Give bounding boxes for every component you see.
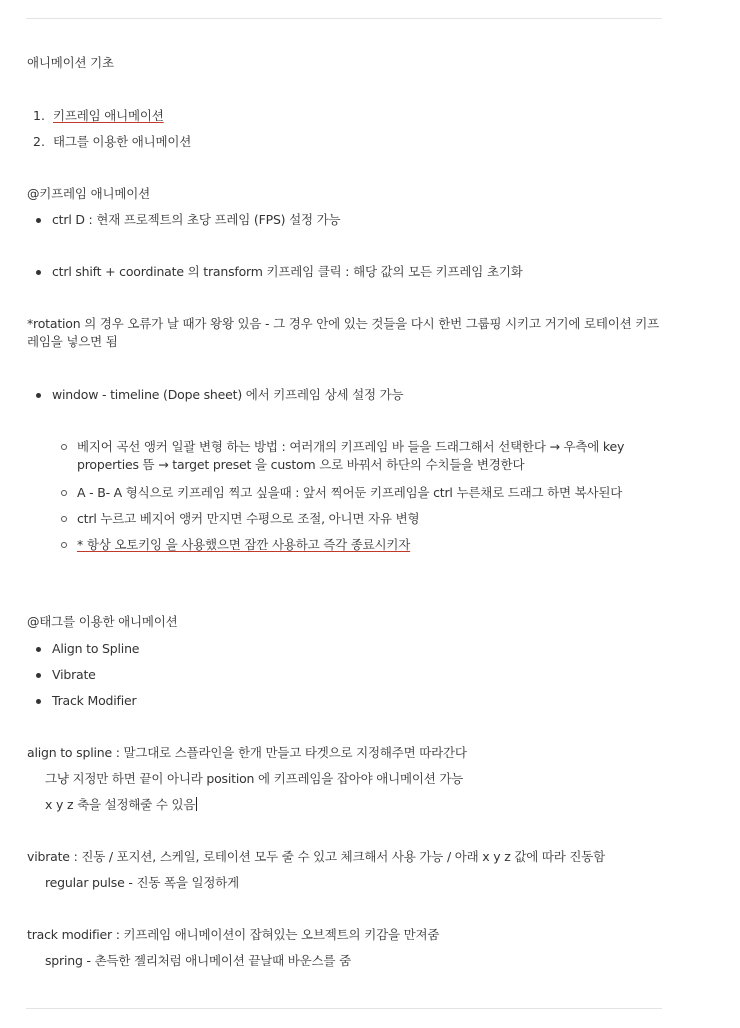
- bullet-dot: [36, 699, 41, 704]
- sub-bullet-autokey: * 항상 오토키잉 을 사용했으면 잠깐 사용하고 즉각 종료시키자: [77, 537, 411, 552]
- align-to-spline-sub: 그냥 지정만 하면 끝이 아니라 position 에 키프레임을 잡아야 애니메이션 가능: [45, 771, 464, 786]
- bullet-dot: [36, 218, 41, 223]
- tag-track-modifier: Track Modifier: [52, 693, 137, 708]
- section-heading-keyframe: @키프레임 애니메이션: [27, 186, 150, 201]
- tag-vibrate: Vibrate: [52, 667, 96, 682]
- sub-bullet-bezier: 베지어 곡선 앵커 일괄 변형 하는 방법 : 여러개의 키프레임 바 들을 드래그해서 선택한다 → 우측에 key properties 뜸 → target preset 을 custom 으로 바꿔서 하단의 수치들을 변경한다: [77, 439, 625, 472]
- sub-bullet-circle: [61, 516, 67, 522]
- section-heading-tag: @태그를 이용한 애니메이션: [27, 614, 178, 629]
- doc-title: 애니메이션 기초: [27, 55, 114, 70]
- sub-bullet-circle: [61, 542, 67, 548]
- bullet-ctrl-shift: ctrl shift + coordinate 의 transform 키프레임 클릭 : 해당 값의 모든 키프레임 초기화: [52, 264, 523, 279]
- toc-number: 2.: [33, 134, 45, 149]
- sub-bullet-circle: [61, 444, 67, 450]
- rotation-note: *rotation 의 경우 오류가 날 때가 왕왕 있음 - 그 경우 안에 있는 것들을 다시 한번 그룹핑 시키고 거기에 로테이션 키프레임을 넣으면 됨: [27, 316, 659, 349]
- bullet-dot: [36, 673, 41, 678]
- top-divider: [26, 18, 662, 19]
- vibrate-desc: vibrate : 진동 / 포지션, 스케일, 로테이션 모두 줄 수 있고 체크해서 사용 가능 / 아래 x y z 값에 따라 진동함: [27, 849, 606, 864]
- sub-bullet-aba: A - B- A 형식으로 키프레임 찍고 싶을때 : 앞서 찍어둔 키프레임을 ctrl 누른채로 드래그 하면 복사된다: [77, 485, 623, 500]
- bullet-dot: [36, 393, 41, 398]
- track-modifier-desc: track modifier : 키프레임 애니메이션이 잡혀있는 오브젝트의 키감을 만져줌: [27, 927, 440, 942]
- bullet-dot: [36, 647, 41, 652]
- sub-bullet-circle: [61, 490, 67, 496]
- align-to-spline-xyz[interactable]: [45, 796, 197, 814]
- text-cursor: [196, 797, 197, 811]
- toc-item-keyframe: 키프레임 애니메이션: [53, 108, 164, 123]
- bottom-divider: [26, 1008, 662, 1009]
- bullet-window-timeline: window - timeline (Dope sheet) 에서 키프레임 상세 설정 가능: [52, 387, 404, 402]
- align-to-spline-desc: align to spline : 말그대로 스플라인을 한개 만들고 타겟으로 지정해주면 따라간다: [27, 745, 467, 760]
- track-modifier-sub: spring - 촌득한 젤리처럼 애니메이션 끝날때 바운스를 줌: [45, 953, 351, 968]
- toc-item-tag: 태그를 이용한 애니메이션: [53, 134, 192, 149]
- sub-bullet-ctrl-bezier: ctrl 누르고 베지어 앵커 만지면 수평으로 조절, 아니면 자유 변형: [77, 511, 420, 526]
- bullet-ctrl-d: ctrl D : 현재 프로젝트의 초당 프레임 (FPS) 설정 가능: [52, 212, 341, 227]
- align-xyz-text: x y z 축을 설정해줄 수 있음: [45, 797, 196, 812]
- toc-number: 1.: [33, 108, 45, 123]
- tag-align-to-spline: Align to Spline: [52, 641, 140, 656]
- vibrate-sub: regular pulse - 진동 폭을 일정하게: [45, 875, 239, 890]
- bullet-dot: [36, 270, 41, 275]
